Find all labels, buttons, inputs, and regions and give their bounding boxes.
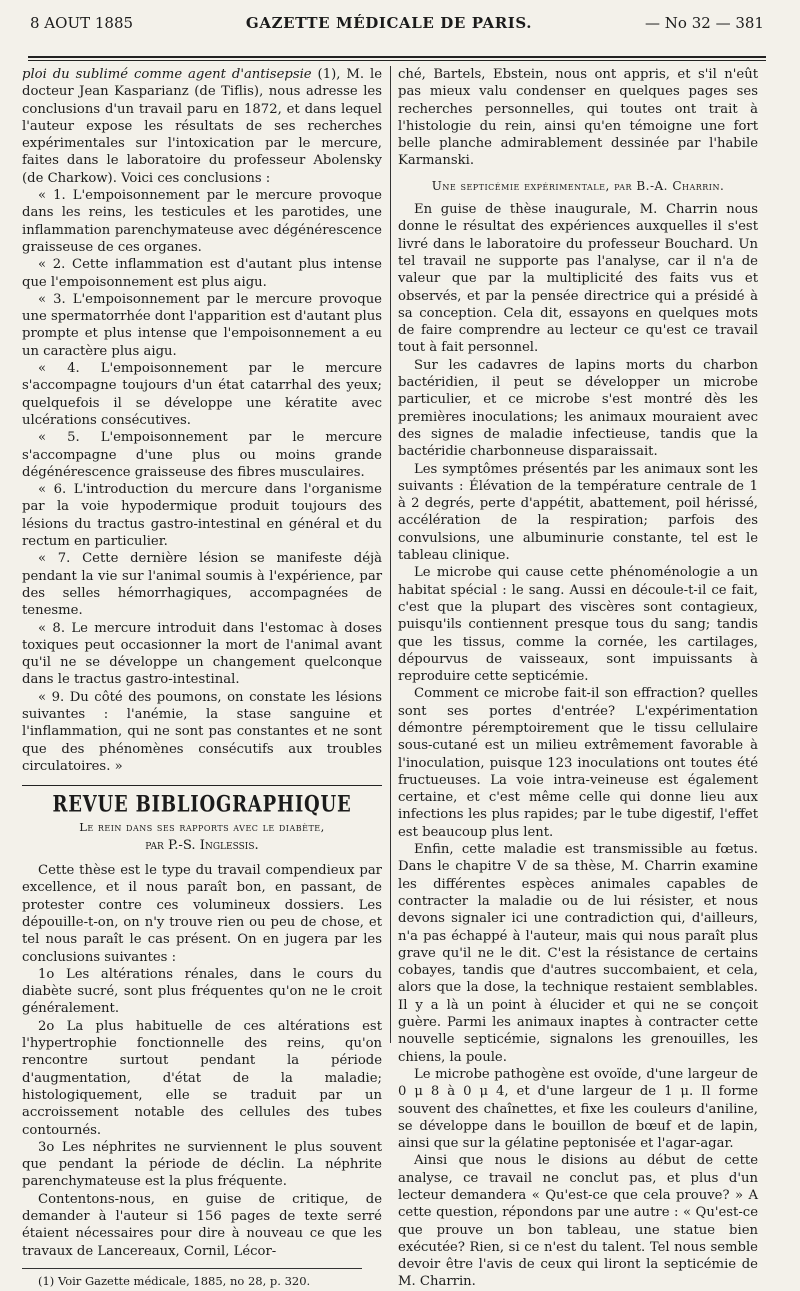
footnote-rule	[22, 1268, 362, 1269]
article-paragraph: En guise de thèse inaugurale, M. Charrin nous donne le résultat des expériences auxquelles il s'est livré dans le laboratoire du professeur Bouchard. Un tel travail ne supporte pas l'analyse, car il n'a de valeur que par la multiplicité des faits vus et observés, et par la pensée directrice qui a présidé à sa conception. Cela dit, essayons en quelques mots de faire comprendre au lecteur ce qu'est ce travail tout à fait personnel.	[398, 202, 758, 356]
conclusion-item: « 1. L'empoisonnement par le mercure provoque dans les reins, les testicules et les parotides, une inflammation parenchymateuse avec dégénérescence graisseuse de ces organes.	[22, 188, 382, 255]
article-paragraph: Le microbe pathogène est ovoïde, d'une largeur de 0 μ 8 à 0 μ 4, et d'une largeur de 1 μ. Il forme souvent des chaînettes, et fixe les couleurs d'aniline, se développe dans le bouillon de bœuf et de lapin, ainsi que sur la gélatine peptonisée et l'agar-agar.	[398, 1066, 758, 1152]
review-paragraph: Cette thèse est le type du travail compendieux par excellence, et il nous paraît bon, en passant, de protester contre ces volumineux dossiers. Les dépouille-t-on, on n'y trouve rien ou peu de chose, et tel nous paraît le cas présent. On en jugera par les conclusions suivantes :	[22, 863, 382, 965]
conclusion-item: « 7. Cette dernière lésion se manifeste déjà pendant la vie sur l'animal soumis à l'expérience, par des selles hémorrhagiques, accompagnées de tenesme.	[22, 551, 382, 619]
article-paragraph: Comment ce microbe fait-il son effraction? quelles sont ses portes d'entrée? L'expérimentation démontre péremptoirement que le tissu cellulaire sous-cutané est un milieu extrêmement favorable à l'inoculation, puisque 123 inoculations ont toutes été fructueuses. La voie intra-veineuse est également certaine, et c'est même celle qui donne lieu aux infections les plus rapides; par le tube digestif, l'effet est beaucoup plus lent.	[398, 686, 758, 840]
conclusion-item: « 9. Du côté des poumons, on constate les lésions suivantes : l'anémie, la stase sanguine et l'inflammation, qui ne sont pas constantes et ne sont que des phénomènes consécutifs aux troubles circulatoires. »	[22, 689, 382, 774]
review-paragraph: Contentons-nous, en guise de critique, de demander à l'auteur si 156 pages de texte serré étaient nécessaires pour dire à nouveau ce que les travaux de Lancereaux, Cornil, Lécor-	[22, 1191, 382, 1259]
page-header	[30, 4, 764, 35]
conclusion-item: « 5. L'empoisonnement par le mercure s'accompagne d'une plus ou moins grande dégénérescence graisseuse des fibres musculaires.	[22, 430, 382, 480]
conclusion-item: « 4. L'empoisonnement par le mercure s'accompagne toujours d'un état catarrhal des yeux; quelquefois il se développe une kératite avec ulcérations consécutives.	[22, 361, 382, 428]
header-title: GAZETTE MÉDICALE DE PARIS.	[245, 14, 533, 32]
review-paragraph: 1o Les altérations rénales, dans le cours du diabète sucré, sont plus fréquentes qu'on ne le croit généralement.	[22, 966, 382, 1017]
article-heading-charrin: Une septicémie expérimentale, par B.-A. Charrin.	[431, 178, 725, 193]
review-paragraph: 3o Les néphrites ne surviennent le plus souvent que pendant la période de déclin. La néphrite parenchymateuse est la plus fréquente.	[22, 1139, 382, 1190]
header-rule	[28, 56, 766, 58]
review-paragraph: 2o La plus habituelle de ces altérations est l'hypertrophie fonctionnelle des reins, qu'on rencontre surtout pendant la période d'augmentation, d'état de la maladie; histologiquement, elle se traduit par un accroissement notable des cellules des tubes contournés.	[22, 1018, 382, 1138]
article-paragraph: Sur les cadavres de lapins morts du charbon bactéridien, il peut se développer un microbe particulier, et ce microbe s'est montré dès les premières inoculations; les animaux mouraient avec des signes de maladie infectieuse, tandis que la bactéridie charbonneuse disparaissait.	[398, 357, 758, 460]
header-rule-thin	[28, 60, 766, 61]
conclusion-item: « 3. L'empoisonnement par le mercure provoque une spermatorrhée dont l'apparition est d'autant plus prompte et plus intense que l'empoisonnement a eu un caractère plus aigu.	[22, 291, 382, 359]
continuation-paragraph: ché, Bartels, Ebstein, nous ont appris, et s'il n'eût pas mieux valu condenser en quelques pages ses recherches personnelles, qui toutes ont trait à l'histologie du rein, ainsi qu'en témoigne une fort belle planche admirablement dessinée par l'habile Karmanski.	[398, 67, 758, 169]
intro-italic: ploi du sublimé comme agent d'antisepsie	[22, 67, 312, 82]
intro-text: (1), M. le docteur Jean Kasparianz (de Tiflis), nous adresse les conclusions d'un travail paru en 1872, et dans lequel l'auteur expose les résultats de ses recherches expérimentales sur l'intoxication par le mercure, faites dans le laboratoire du professeur Abolensky (de Charkow). Voici ces conclusions :	[22, 67, 382, 186]
header-issue: — No 32 — 381	[645, 14, 764, 32]
section-separator	[22, 785, 382, 786]
intro-paragraph	[22, 66, 382, 187]
conclusion-item: « 6. L'introduction du mercure dans l'organisme par la voie hypodermique produit toujours des lésions du tractus gastro-intestinal en général et du rectum en particulier.	[22, 482, 382, 550]
column-divider	[390, 66, 391, 1043]
left-column	[22, 66, 382, 1288]
header-date: 8 AOUT 1885	[30, 14, 134, 32]
article-paragraph: Le microbe qui cause cette phénoménologie a un habitat spécial : le sang. Aussi en découle-t-il ce fait, c'est que la plupart des viscères sont contagieux, puisqu'ils contiennent presque tous du sang; tandis que les tissus, comme la cornée, les cartilages, dépourvus de vaisseaux, sont impuissants à reproduire cette septicémie.	[398, 565, 758, 685]
article-heading: Le rein dans ses rapports avec le diabète,	[79, 820, 325, 835]
article-paragraph: Ainsi que nous le disions au début de cette analyse, ce travail ne conclut pas, et plus d'un lecteur demandera « Qu'est-ce que cela prouve? » A cette question, répondons par une autre : « Qu'est-ce que prouve un bon tableau, une statue bien exécutée? Rien, si ce n'est du talent. Tel nous semble devoir être l'avis de ceux qui liront la septicémie de M. Charrin.	[398, 1153, 758, 1290]
right-column	[398, 66, 758, 1290]
review-title: REVUE BIBLIOGRAPHIQUE	[52, 791, 352, 818]
article-paragraph: Les symptômes présentés par les animaux sont les suivants : Élévation de la température centrale de 1 à 2 degrés, perte d'appétit, abattement, poil hérissé, accélération de la respiration; parfois des convulsions, une albuminurie constante, tel est le tableau clinique.	[398, 461, 758, 564]
article-paragraph: Enfin, cette maladie est transmissible au fœtus. Dans le chapitre V de sa thèse, M. Charrin examine les différentes espèces animales capables de contracter la maladie ou de lui résister, et nous devons signaler ici une contradiction qui, d'ailleurs, n'a pas échappé à l'auteur, mais qui nous paraît plus grave qu'il ne le dit. C'est la résistance de certains cobayes, tandis que d'autres succombaient, et cela, alors que la dose, la technique restaient semblables. Il y a là un point à élucider et qui ne se conçoit guère. Parmi les animaux inaptes à contracter cette nouvelle septicémie, signalons les grenouilles, les chiens, la poule.	[398, 842, 758, 1065]
conclusion-item: « 8. Le mercure introduit dans l'estomac à doses toxiques peut occasionner la mort de l'animal avant qu'il ne se développe un changement quelconque dans le tractus gastro-intestinal.	[22, 620, 382, 688]
article-byline: par P.-S. Inglessis.	[145, 837, 259, 853]
footnote: (1) Voir Gazette médicale, 1885, no 28, p. 320.	[38, 1273, 311, 1288]
conclusion-item: « 2. Cette inflammation est d'autant plus intense que l'empoisonnement est plus aigu.	[22, 257, 382, 290]
